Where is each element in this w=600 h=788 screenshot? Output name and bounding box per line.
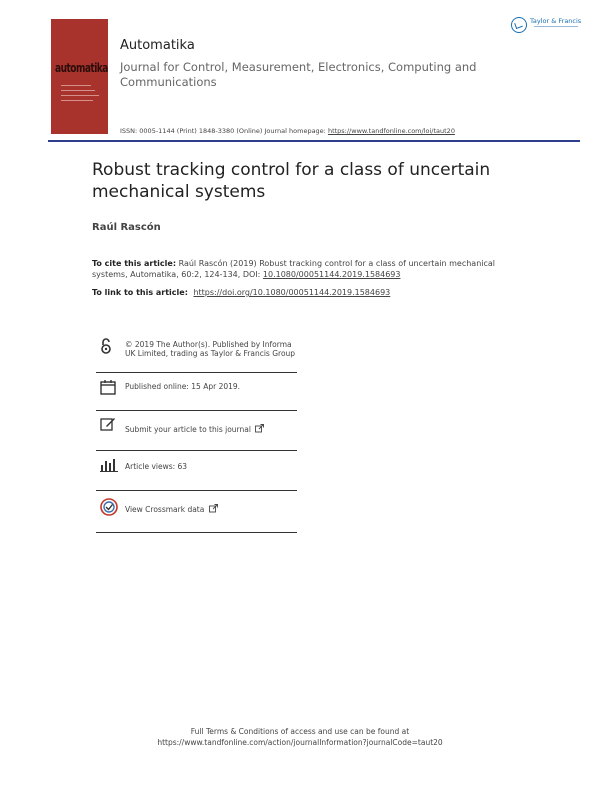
article-views-item (96, 454, 297, 488)
journal-subtitle: Journal for Control, Measurement, Electronics, Computing and Communications (120, 60, 477, 89)
article-title: Robust tracking control for a class of uncertain mechanical systems (92, 160, 491, 202)
external-link-icon (209, 504, 218, 513)
copyright-text: © 2019 The Author(s). Published by Informa UK Limited, trading as Taylor & Francis Group (125, 340, 296, 358)
crossmark-link[interactable] (125, 504, 218, 514)
submit-article-link[interactable] (125, 424, 264, 434)
published-item (96, 376, 297, 410)
bar-chart-icon (100, 458, 118, 472)
issn-line (120, 127, 455, 135)
issn-text: ISSN: 0005-1144 (Print) 1848-3380 (Online) Journal homepage: (120, 127, 326, 135)
crossmark-item[interactable] (96, 494, 297, 528)
article-url-link[interactable]: https://doi.org/10.1080/00051144.2019.1584693 (193, 288, 391, 297)
divider (96, 532, 297, 533)
submit-article-label: Submit your article to this journal (125, 425, 251, 434)
article-views: Article views: 63 (125, 462, 188, 471)
open-access-item (96, 334, 297, 374)
divider (96, 490, 297, 491)
cover-text-line (61, 100, 93, 101)
journal-cover-image (51, 19, 108, 134)
divider (96, 372, 297, 373)
doi-link[interactable]: 10.1080/00051144.2019.1584693 (262, 270, 401, 279)
open-access-icon (100, 338, 112, 354)
submit-article-item[interactable] (96, 414, 297, 448)
link-label: To link to this article: (92, 288, 188, 297)
divider (96, 410, 297, 411)
cover-text-line (61, 90, 95, 91)
calendar-icon (100, 379, 116, 395)
published-date: Published online: 15 Apr 2019. (125, 382, 241, 391)
cover-title: automatika (55, 62, 108, 76)
journal-homepage-link[interactable]: https://www.tandfonline.com/loi/taut20 (327, 127, 455, 135)
cite-label: To cite this article: (92, 259, 177, 268)
taylor-francis-logo-icon[interactable] (511, 16, 583, 38)
divider (96, 450, 297, 451)
publisher-name: Taylor & Francis (530, 17, 582, 25)
article-author: Raúl Rascón (92, 222, 161, 233)
cover-text-line (61, 95, 99, 96)
footer-terms-link[interactable]: https://www.tandfonline.com/action/journalInformation?journalCode=taut20 (157, 738, 443, 747)
cover-text-line (61, 85, 91, 86)
crossmark-label: View Crossmark data (125, 505, 205, 514)
logo-mark-icon (511, 17, 527, 33)
submit-article-icon (100, 416, 116, 432)
crossmark-icon (100, 498, 118, 518)
cite-text: Raúl Rascón (2019) Robust tracking control for a class of uncertain mechanical systems, Automatika, 60:2, 124-134, DOI: (92, 259, 496, 279)
header-rule (48, 140, 580, 142)
article-link-line (92, 288, 390, 297)
journal-name: Automatika (120, 38, 195, 53)
external-link-icon (255, 424, 264, 433)
footer-terms-text: Full Terms & Conditions of access and use can be found at (190, 727, 410, 736)
citation-block (92, 258, 532, 280)
logo-tagline-line (534, 26, 578, 27)
